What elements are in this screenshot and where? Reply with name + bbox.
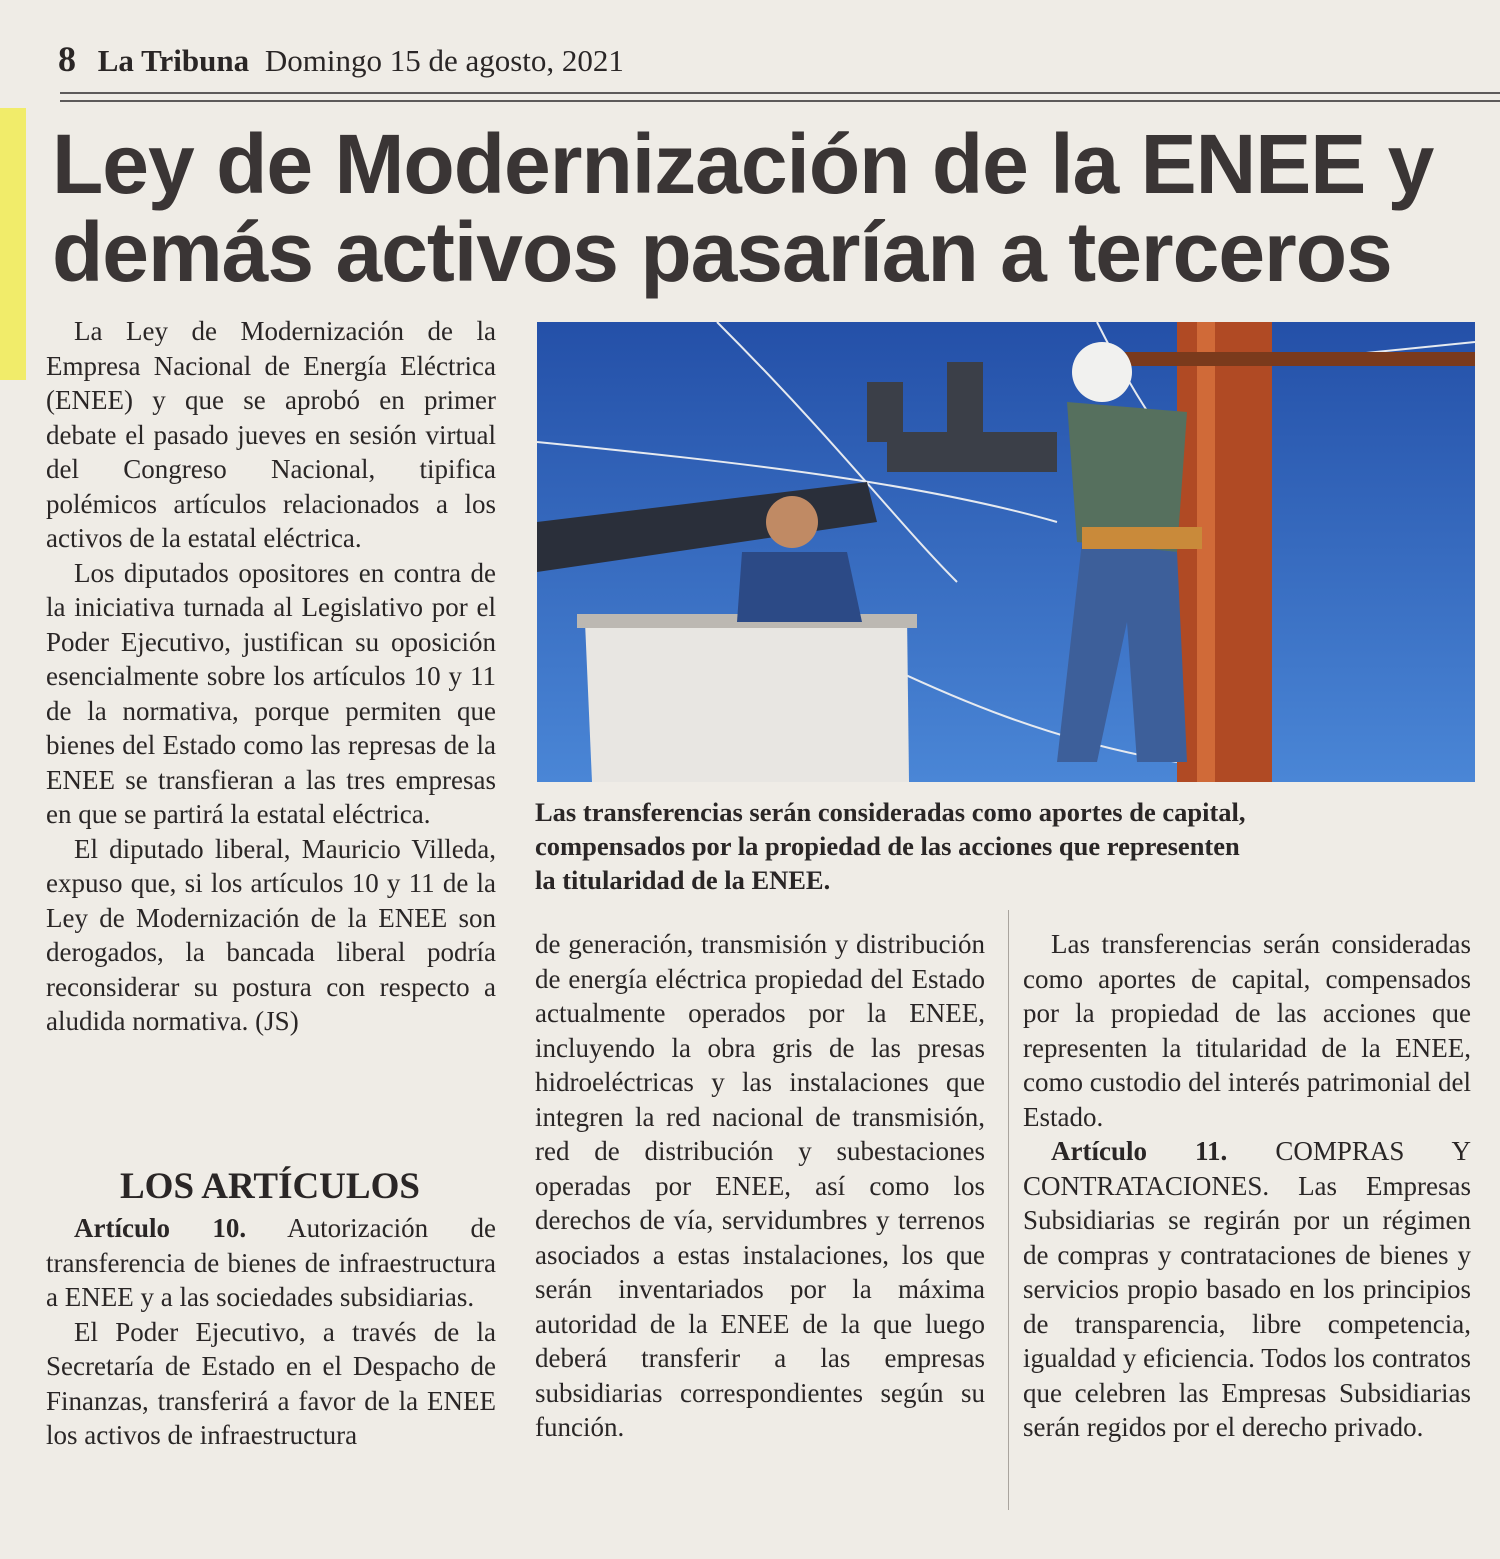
page-header [58,38,624,80]
headline-line-1: Ley de Modernización de la ENEE y [52,117,1434,211]
articles-column-2 [535,927,985,1445]
headline [52,117,1492,299]
articles-column-1 [46,1211,496,1453]
article-11 [1023,1134,1471,1445]
intro-paragraph: El diputado liberal, Mauricio Villeda, expuso que, si los artículos 10 y 11 de la Ley de Modernización de la ENEE son derogados, la bancada liberal podría reconsiderar su postura con respecto a aludida normativa. (JS) [46,833,496,1036]
article-10-paragraph-2: Las transferencias serán consideradas como aportes de capital, compensados por la propiedad de las acciones que representen la titularidad de la ENEE, como custodio del interés patrimonial del Estado. [1023,929,1471,1132]
issue-date: Domingo 15 de agosto, 2021 [264,43,624,78]
page-number: 8 [58,39,76,79]
intro-paragraph: La Ley de Modernización de la Empresa Nacional de Energía Eléctrica (ENEE) y que se aprobó en primer debate el pasado jueves en sesión virtual del Congreso Nacional, tipifica polémicos artículos relacionados a los activos de la estatal eléctrica. [46,316,496,553]
column-divider [1008,910,1009,1510]
photo-caption: Las transferencias serán consideradas como aportes de capital, compensados por la propiedad de las acciones que representen la titularidad de la ENEE. [535,797,1246,895]
article-10-text-continued: de generación, transmisión y distribución de energía eléctrica propiedad del Estado actualmente operados por la ENEE, incluyendo la obra gris de las presas hidroeléctricas y las instalaciones que integren la red nacional de transmisión, red de distribución y subestaciones operadas por ENEE, así como los derechos de vía, servidumbres y terrenos asociados a estas instalaciones, los que serán inventariados por la máxima autoridad de la ENEE de la que luego deberá transferir a las empresas subsidiarias correspondientes según su función. [535,929,985,1442]
article-10-label: Artículo 10. [74,1213,247,1243]
intro-paragraph: Los diputados opositores en contra de la iniciativa turnada al Legislativo por el Poder Ejecutivo, justifican su oposición esencialmente sobre los artículos 10 y 11 de la normativa, porque permiten que bienes del Estado como las represas de la ENEE se transfieran a las tres empresas en que se partirá la estatal eléctrica. [46,557,496,829]
article-10-text: El Poder Ejecutivo, a través de la Secretaría de Estado en el Despacho de Finanzas, transferirá a favor de la ENEE los activos de infraestructura [46,1316,496,1450]
header-rule [60,92,1500,102]
article-10-title: Autorización de transferencia de bienes de infraestructura a ENEE y a las sociedades subsidiarias. [46,1213,496,1312]
article-11-label: Artículo 11. [1051,1136,1228,1166]
headline-line-2: demás activos pasarían a terceros [52,205,1392,299]
articles-column-3 [1023,927,1471,1445]
article-11-text: COMPRAS Y CONTRATACIONES. Las Empresas Subsidiarias se regirán por un régimen de compras y contrataciones de bienes y servicios propio basado en los principios de transparencia, libre competencia, igualdad y eficiencia. Todos los contratos que celebren las Empresas Subsidiarias serán regidos por el derecho privado. [1023,1136,1471,1442]
highlighter-mark [0,108,26,380]
lineworkers-photo [537,322,1475,782]
newspaper-name: La Tribuna [97,43,250,78]
article-10-heading [46,1211,496,1315]
section-heading: LOS ARTÍCULOS [120,1166,420,1207]
photo-illustration [537,322,1475,782]
intro-column [46,314,496,1039]
